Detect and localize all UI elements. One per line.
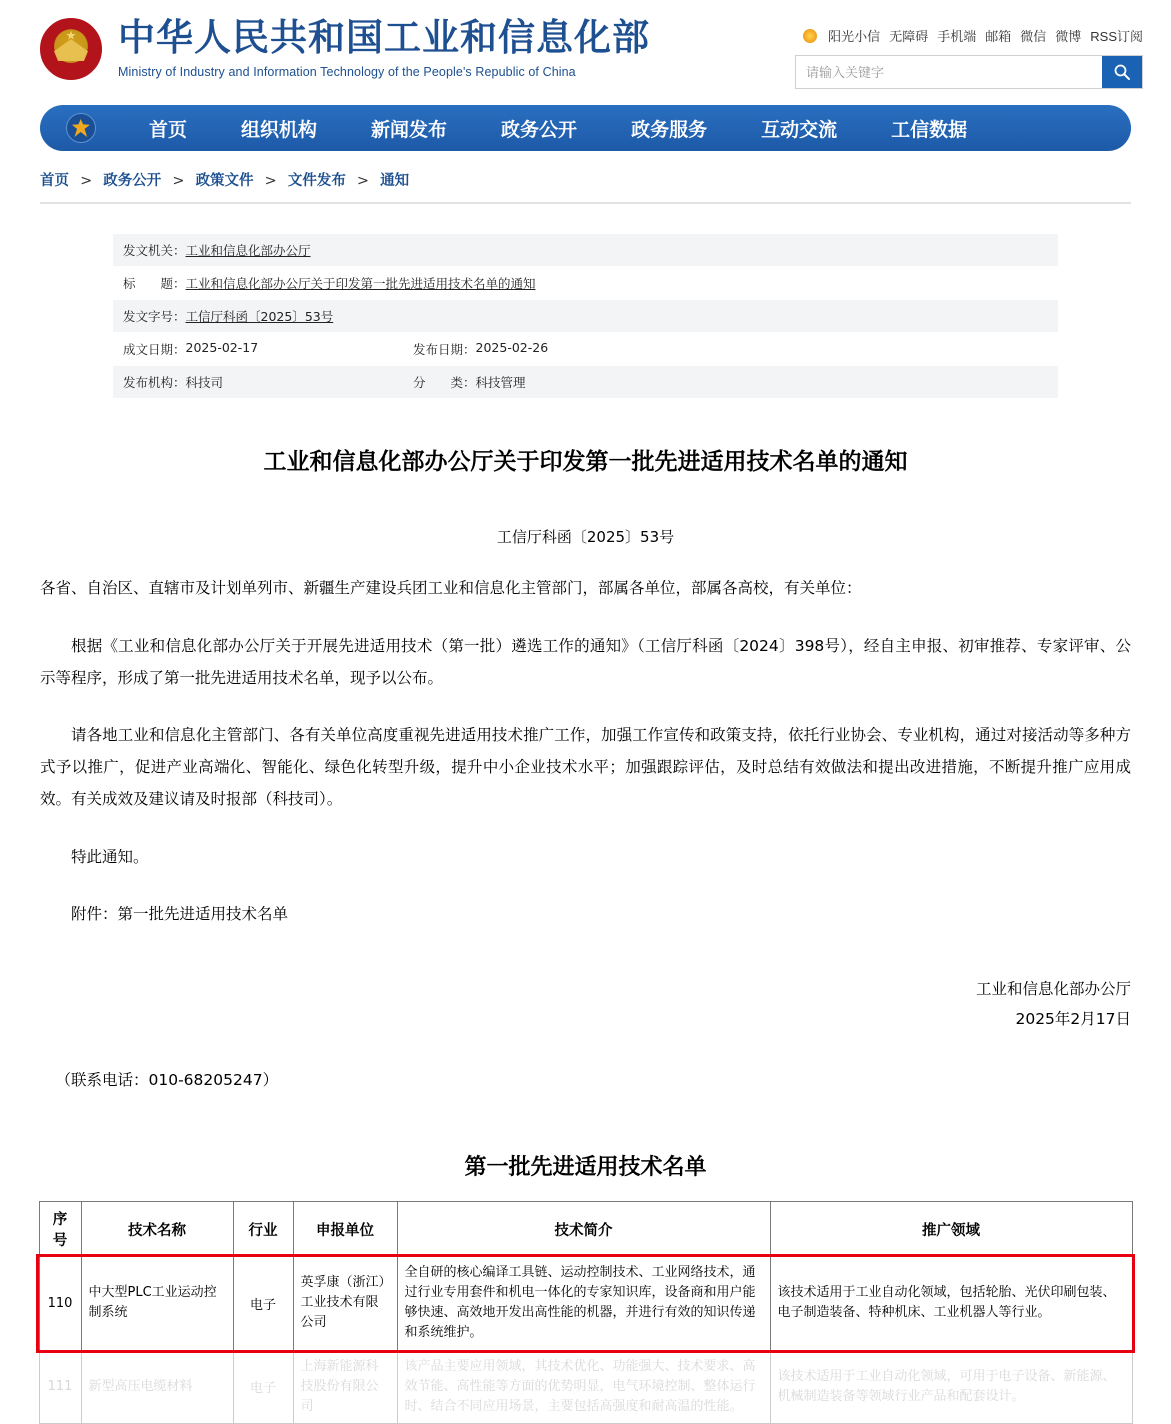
search-bar: [795, 55, 1143, 89]
table-row: [39, 1350, 1132, 1423]
col-header-name: 技术名称: [81, 1202, 233, 1257]
breadcrumb-separator: >: [356, 173, 370, 189]
cell-unit: 上海新能源科技股份有限公司: [293, 1350, 397, 1423]
cell-unit: 英孚康（浙江）工业技术有限公司: [293, 1257, 397, 1351]
cell-field: 该技术适用于工业自动化领域，包括轮胎、光伏印刷包装、电子制造装备、特种机床、工业机器人等行业。: [770, 1257, 1132, 1351]
meta-row-title: [113, 267, 1058, 300]
search-icon: [1113, 63, 1131, 81]
national-emblem-icon: [40, 18, 102, 80]
table-row: [39, 1257, 1132, 1351]
breadcrumb-separator: >: [264, 173, 277, 189]
brand-text: [118, 18, 650, 79]
cell-field: 该技术适用于工业自动化领域，可用于电子设备、新能源、机械制造装备等领域行业产品和配套设计。: [770, 1350, 1132, 1423]
article-paragraph-salutation: 各省、自治区、直辖市及计划单列市、新疆生产建设兵团工业和信息化主管部门，部属各单位，部属各高校，有关单位：: [40, 579, 862, 597]
search-input[interactable]: [796, 56, 1102, 88]
meta-label: 发布日期：: [413, 342, 476, 357]
meta-value[interactable]: 工信厅科函〔2025〕53号: [185, 309, 334, 324]
site-header: [0, 0, 1171, 99]
breadcrumb: [40, 169, 1131, 204]
meta-label: 发文字号：: [123, 309, 186, 324]
col-header-no: 序号: [39, 1202, 81, 1257]
top-link-mobile[interactable]: 手机端: [937, 29, 977, 44]
meta-label: 发文机关：: [123, 243, 186, 258]
col-header-unit: 申报单位: [293, 1202, 397, 1257]
cell-desc: 该产品主要应用领域，其技术优化、功能强大、技术要求、高效节能、高性能等方面的优势明显，电气环境控制、整体运行时、结合不同应用场景，主要包括高强度和耐高温的性能。: [397, 1350, 770, 1423]
signature-date: 2025年2月17日: [1015, 1009, 1131, 1028]
breadcrumb-item-4[interactable]: 通知: [380, 173, 410, 189]
top-link-weibo[interactable]: 微博: [1055, 29, 1082, 44]
document-meta: [113, 234, 1058, 399]
top-link-sunshine[interactable]: 阳光小信: [828, 29, 881, 44]
miit-logo-icon: [66, 113, 96, 143]
cell-name: 中大型PLC工业运动控制系统: [81, 1257, 233, 1351]
article-attachment-line: 附件：第一批先进适用技术名单: [71, 905, 289, 924]
meta-value[interactable]: 工业和信息化部办公厅: [185, 243, 311, 258]
meta-cell-category: [413, 373, 713, 391]
breadcrumb-item-3[interactable]: 文件发布: [287, 173, 346, 189]
cell-industry: 电子: [233, 1257, 293, 1351]
cell-industry: 电子: [233, 1350, 293, 1423]
meta-row-issuer: [113, 234, 1058, 267]
meta-value: 2025-02-17: [185, 340, 259, 355]
article-paragraph-2: 请各地工业和信息化主管部门、各有关单位高度重视先进适用技术推广工作，加强工作宣传和政策支持，依托行业协会、专业机构，通过对接活动等多种方式予以推广，促进产业高端化、智能化、绿色化转型升级，提升中小企业技术水平；加强跟踪评估，及时总结有效做法和提出改进措施，不断提升推广应用成效。有关成效及建议请及时报部（科技司）。: [40, 726, 1131, 808]
breadcrumb-item-2[interactable]: 政策文件: [195, 173, 254, 189]
brand-title-en: Ministry of Industry and Information Technology of the People's Republic of China: [118, 64, 576, 79]
meta-row-docnumber: [113, 300, 1058, 333]
site-brand[interactable]: [40, 18, 650, 80]
brand-title-cn: 中华人民共和国工业和信息化部: [118, 16, 650, 60]
meta-label: 分 类：: [413, 375, 476, 390]
cell-no: 110: [39, 1257, 81, 1351]
col-header-field: 推广领域: [770, 1202, 1132, 1257]
meta-label: 标 题：: [123, 276, 186, 291]
nav-item-data[interactable]: 工信数据: [891, 118, 968, 141]
breadcrumb-item-0[interactable]: 首页: [40, 173, 69, 189]
doc-number: 工信厅科函〔2025〕53号: [496, 528, 675, 546]
nav-item-news[interactable]: 新闻发布: [371, 118, 448, 141]
breadcrumb-item-1[interactable]: 政务公开: [103, 173, 162, 189]
cell-name: 新型高压电缆材料: [81, 1350, 233, 1423]
meta-cell-published: [413, 340, 713, 358]
meta-label: 发布机构：: [123, 375, 186, 390]
breadcrumb-separator: >: [172, 173, 185, 189]
header-right: [795, 18, 1143, 89]
sun-icon: [803, 29, 817, 43]
search-button[interactable]: [1102, 56, 1142, 88]
article-paragraph-notice: 特此通知。: [71, 847, 149, 866]
col-header-desc: 技术简介: [397, 1202, 770, 1257]
meta-cell-created: [123, 340, 413, 358]
meta-cell-org: [123, 373, 413, 391]
meta-row-dates: [113, 333, 1058, 366]
nav-item-organization[interactable]: 组织机构: [241, 118, 318, 141]
signature-org: 工业和信息化部办公厅: [975, 980, 1131, 999]
col-header-industry: 行业: [233, 1202, 293, 1257]
nav-item-services[interactable]: 政务服务: [631, 118, 708, 141]
top-link-wechat[interactable]: 微信: [1020, 29, 1047, 44]
nav-item-interaction[interactable]: 互动交流: [761, 118, 838, 141]
meta-row-org-category: [113, 366, 1058, 399]
top-link-mail[interactable]: 邮箱: [985, 29, 1012, 44]
nav-item-government-affairs[interactable]: 政务公开: [501, 118, 578, 141]
attachment-title: 第一批先进适用技术名单: [464, 1154, 707, 1180]
cell-desc: 全自研的核心编译工具链、运动控制技术、工业网络技术，通过行业专用套件和机电一体化的专家知识库，设备商和用户能够快速、高效地开发出高性能的机器，并进行有效的知识传递和系统维护。: [397, 1257, 770, 1351]
main-nav: [40, 105, 1131, 151]
attachment-table: [39, 1201, 1133, 1424]
signature-block: [40, 975, 1131, 1034]
meta-value: 科技管理: [475, 375, 526, 390]
top-links: [795, 26, 1143, 45]
contact-phone: （联系电话：010-68205247）: [55, 1071, 279, 1089]
meta-value: 2025-02-26: [475, 340, 549, 355]
nav-item-home[interactable]: 首页: [149, 118, 188, 141]
cell-no: 111: [39, 1350, 81, 1423]
page-title: 工业和信息化部办公厅关于印发第一批先进适用技术名单的通知: [263, 449, 908, 475]
meta-value: 科技司: [185, 375, 224, 390]
meta-value[interactable]: 工业和信息化部办公厅关于印发第一批先进适用技术名单的通知: [185, 276, 536, 291]
article-paragraph-1: 根据《工业和信息化部办公厅关于开展先进适用技术（第一批）遴选工作的通知》（工信厅科函〔2024〕398号），经自主申报、初审推荐、专家评审、公示等程序，形成了第一批先进适用技术名单，现予以公布。: [40, 636, 1131, 687]
breadcrumb-separator: >: [80, 173, 93, 189]
attachment-table-wrap: [0, 1201, 1171, 1424]
top-link-accessibility[interactable]: 无障碍: [889, 29, 929, 44]
table-header-row: [39, 1202, 1132, 1257]
top-link-rss[interactable]: RSS订阅: [1090, 29, 1143, 44]
article-content: [0, 443, 1171, 1090]
meta-label: 成文日期：: [123, 342, 186, 357]
